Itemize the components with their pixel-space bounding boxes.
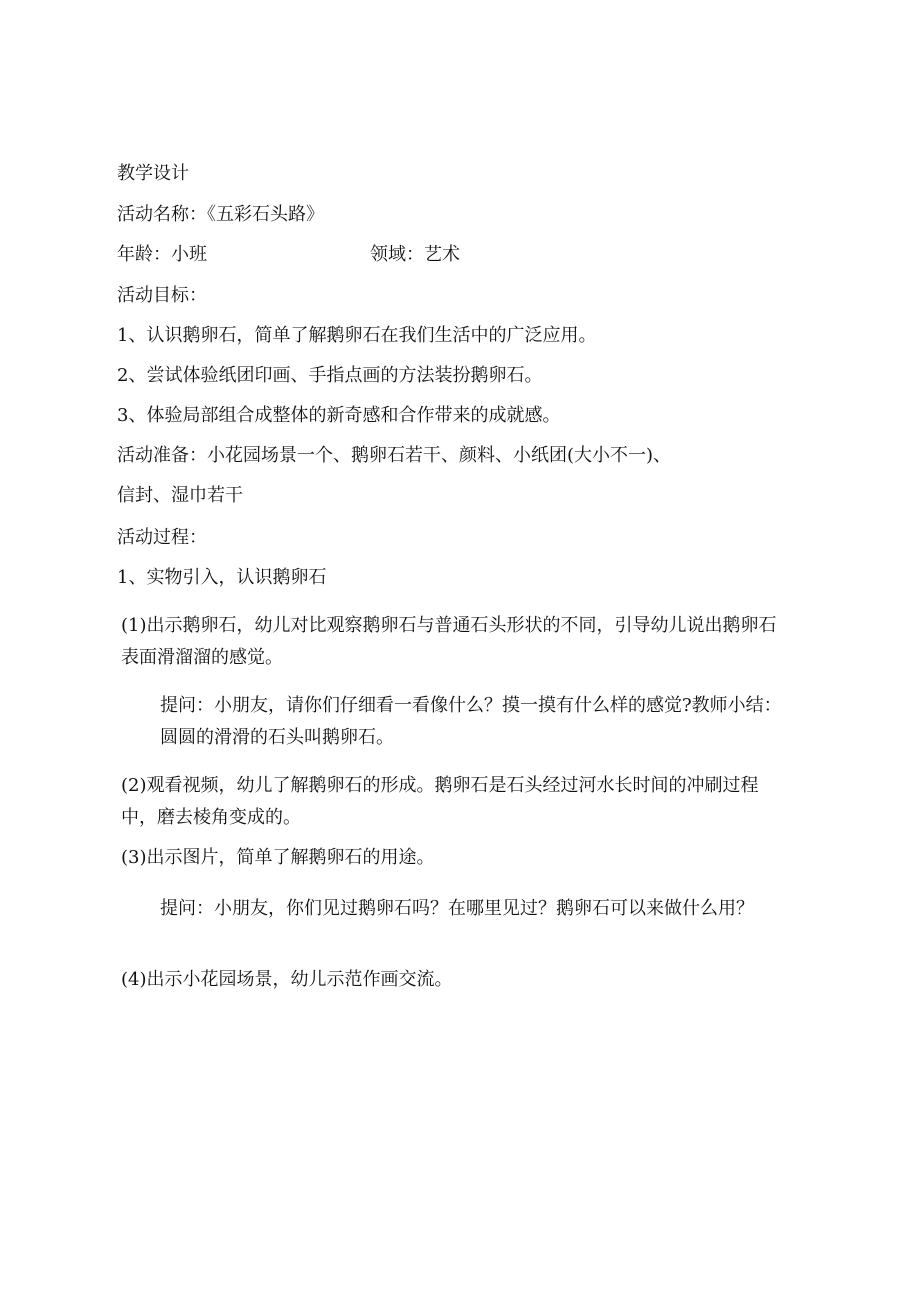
goal-item: 3、体验局部组合成整体的新奇感和合作带来的成就感。: [117, 405, 561, 426]
goal-item: 1、认识鹅卵石，简单了解鹅卵石在我们生活中的广泛应用。: [117, 325, 597, 346]
process-heading: 活动过程：: [117, 527, 207, 548]
step-paragraph-3: (3)出示图片，简单了解鹅卵石的用途。: [121, 847, 435, 868]
age-domain-row: [117, 245, 797, 265]
activity-name: 活动名称：《五彩石头路》: [117, 204, 324, 225]
prep-line-1: 活动准备：小花园场景一个、鹅卵石若干、颜料、小纸团(大小不一)、: [117, 445, 672, 466]
doc-title: 教学设计: [117, 163, 189, 184]
step-paragraph-4: (4)出示小花园场景，幼儿示范作画交流。: [121, 969, 453, 990]
goals-heading: 活动目标：: [117, 285, 207, 306]
prep-line-2: 信封、湿巾若干: [117, 485, 243, 506]
step-paragraph-2: (2)观看视频，幼儿了解鹅卵石的形成。鹅卵石是石头经过河水长时间的冲刷过程中，磨去棱角变成的。: [121, 775, 759, 828]
domain-label: 领域：艺术: [370, 244, 460, 265]
question-2: 提问：小朋友，你们见过鹅卵石吗？在哪里见过？鹅卵石可以来做什么用？: [160, 898, 754, 919]
question-1: 提问：小朋友，请你们仔细看一看像什么？摸一摸有什么样的感觉?教师小结：圆圆的滑滑的石头叫鹅卵石。: [160, 695, 782, 748]
age-label: 年龄：小班: [117, 244, 207, 265]
goal-item: 2、尝试体验纸团印画、手指点画的方法装扮鹅卵石。: [117, 365, 543, 386]
step-paragraph-1: (1)出示鹅卵石，幼儿对比观察鹅卵石与普通石头形状的不同，引导幼儿说出鹅卵石表面滑溜溜的感觉。: [121, 615, 777, 668]
step1-heading: 1、实物引入，认识鹅卵石: [117, 567, 327, 588]
